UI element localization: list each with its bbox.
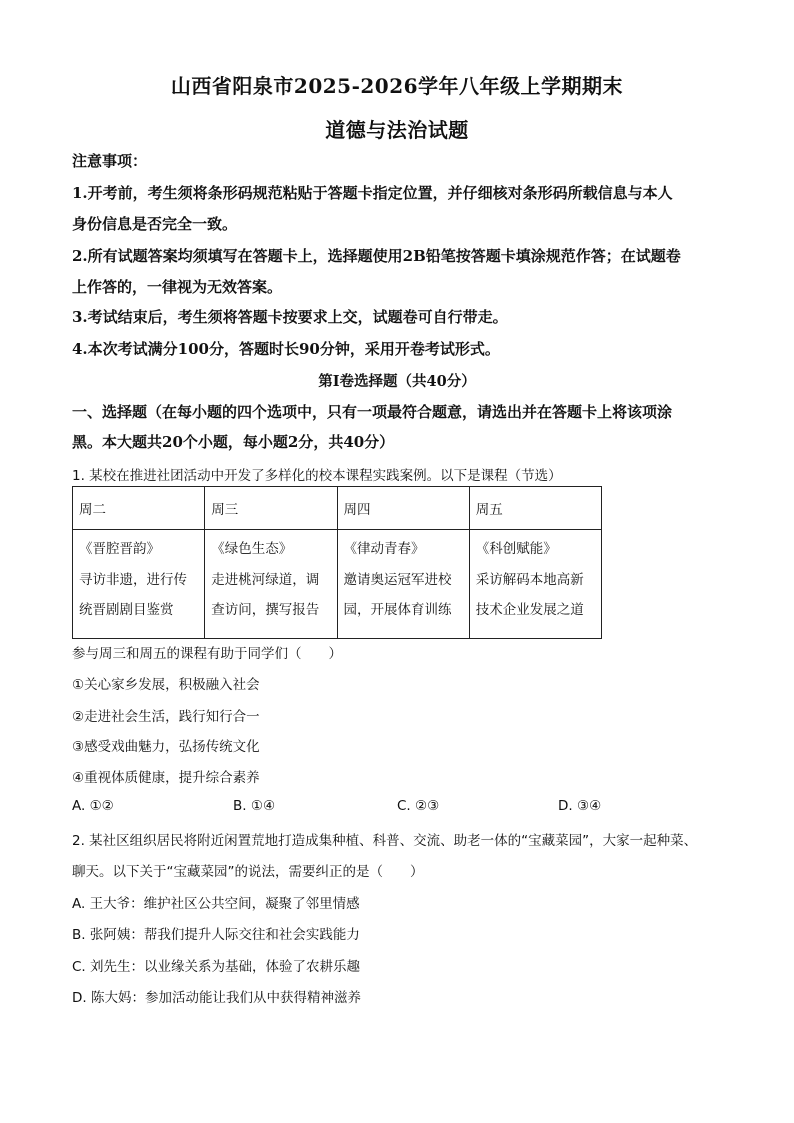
question-1-stem: 1. 某校在推进社团活动中开发了多样化的校本课程实践案例。以下是课程（节选） [72,468,562,484]
question-1-option-a: A. ①② [72,798,114,814]
notice-item-1-line-1: 1.开考前，考生须将条形码规范粘贴于答题卡指定位置，并仔细核对条形码所载信息与本人 [72,184,673,202]
question-1-prompt: 参与周三和周五的课程有助于同学们（ ） [72,646,342,662]
course-desc-line: 走进桃河绿道，调 [211,571,320,588]
question-1-option-c: C. ②③ [397,798,440,814]
statement-4: ④重视体质健康，提升综合素养 [72,770,260,786]
question-1-option-d: D. ③④ [558,798,602,814]
course-table-header-row [73,487,602,530]
course-desc-line: 统晋剧剧目鉴赏 [79,602,174,618]
course-table-cell [73,530,205,639]
course-title: 《绿色生态》 [211,541,293,557]
course-table-header: 周五 [469,487,601,530]
course-table-cell [337,530,469,639]
course-title: 《晋腔晋韵》 [79,541,160,557]
course-desc-line: 技术企业发展之道 [475,602,584,618]
course-table-cell [205,530,337,639]
section-heading: 第Ⅰ卷选择题（共40分） [318,373,476,390]
course-desc-line: 邀请奥运冠军进校 [343,571,452,588]
course-table-header: 周四 [337,487,469,530]
question-1-option-b: B. ①④ [233,798,276,814]
statement-1: ①关心家乡发展，积极融入社会 [72,677,260,693]
question-2-option-a: A. 王大爷：维护社区公共空间，凝聚了邻里情感 [72,896,360,912]
course-table-header: 周二 [73,487,205,530]
course-desc-line: 园，开展体育训练 [343,602,452,618]
course-table-header: 周三 [205,487,337,530]
notice-heading: 注意事项： [72,152,148,170]
exam-subject-title: 道德与法治试题 [325,118,469,142]
exam-title: 山西省阳泉市2025-2026学年八年级上学期期末 [170,74,624,98]
course-desc-line: 采访解码本地高新 [475,571,584,588]
statement-2: ②走进社会生活，践行知行合一 [72,709,260,725]
course-desc-line: 查访问，撰写报告 [211,602,320,618]
course-title: 《科创赋能》 [475,541,557,557]
statement-3: ③感受戏曲魅力，弘扬传统文化 [72,739,260,755]
question-2-stem-line-2: 聊天。以下关于“宝藏菜园”的说法，需要纠正的是（ ） [72,864,424,880]
question-2-option-b: B. 张阿姨：帮我们提升人际交往和社会实践能力 [72,927,360,943]
notice-item-4: 4.本次考试满分100分，答题时长90分钟，采用开卷考试形式。 [72,340,500,358]
section-instruction-line-2: 黑。本大题共20个小题，每小题2分，共40分） [72,433,395,451]
question-2-option-d: D. 陈大妈：参加活动能让我们从中获得精神滋养 [72,990,361,1006]
question-2-option-c: C. 刘先生：以业缘关系为基础，体验了农耕乐趣 [72,959,361,975]
notice-item-2-line-2: 上作答的，一律视为无效答案。 [72,278,283,296]
course-desc-line: 寻访非遗，进行传 [79,571,187,588]
course-title: 《律动青春》 [343,541,425,557]
question-2-stem-line-1: 2. 某社区组织居民将附近闲置荒地打造成集种植、科普、交流、助老一体的“宝藏菜园”，大家一起种菜、 [72,833,698,849]
notice-item-3: 3.考试结束后，考生须将答题卡按要求上交，试题卷可自行带走。 [72,308,508,326]
notice-item-1-line-2: 身份信息是否完全一致。 [72,215,238,233]
course-table-body-row [73,530,602,639]
notice-item-2-line-1: 2.所有试题答案均须填写在答题卡上，选择题使用2B铅笔按答题卡填涂规范作答；在试题卷 [72,247,681,265]
section-instruction-line-1: 一、选择题（在每小题的四个选项中，只有一项最符合题意，请选出并在答题卡上将该项涂 [72,403,673,421]
course-table [72,486,602,639]
course-table-cell [469,530,601,639]
